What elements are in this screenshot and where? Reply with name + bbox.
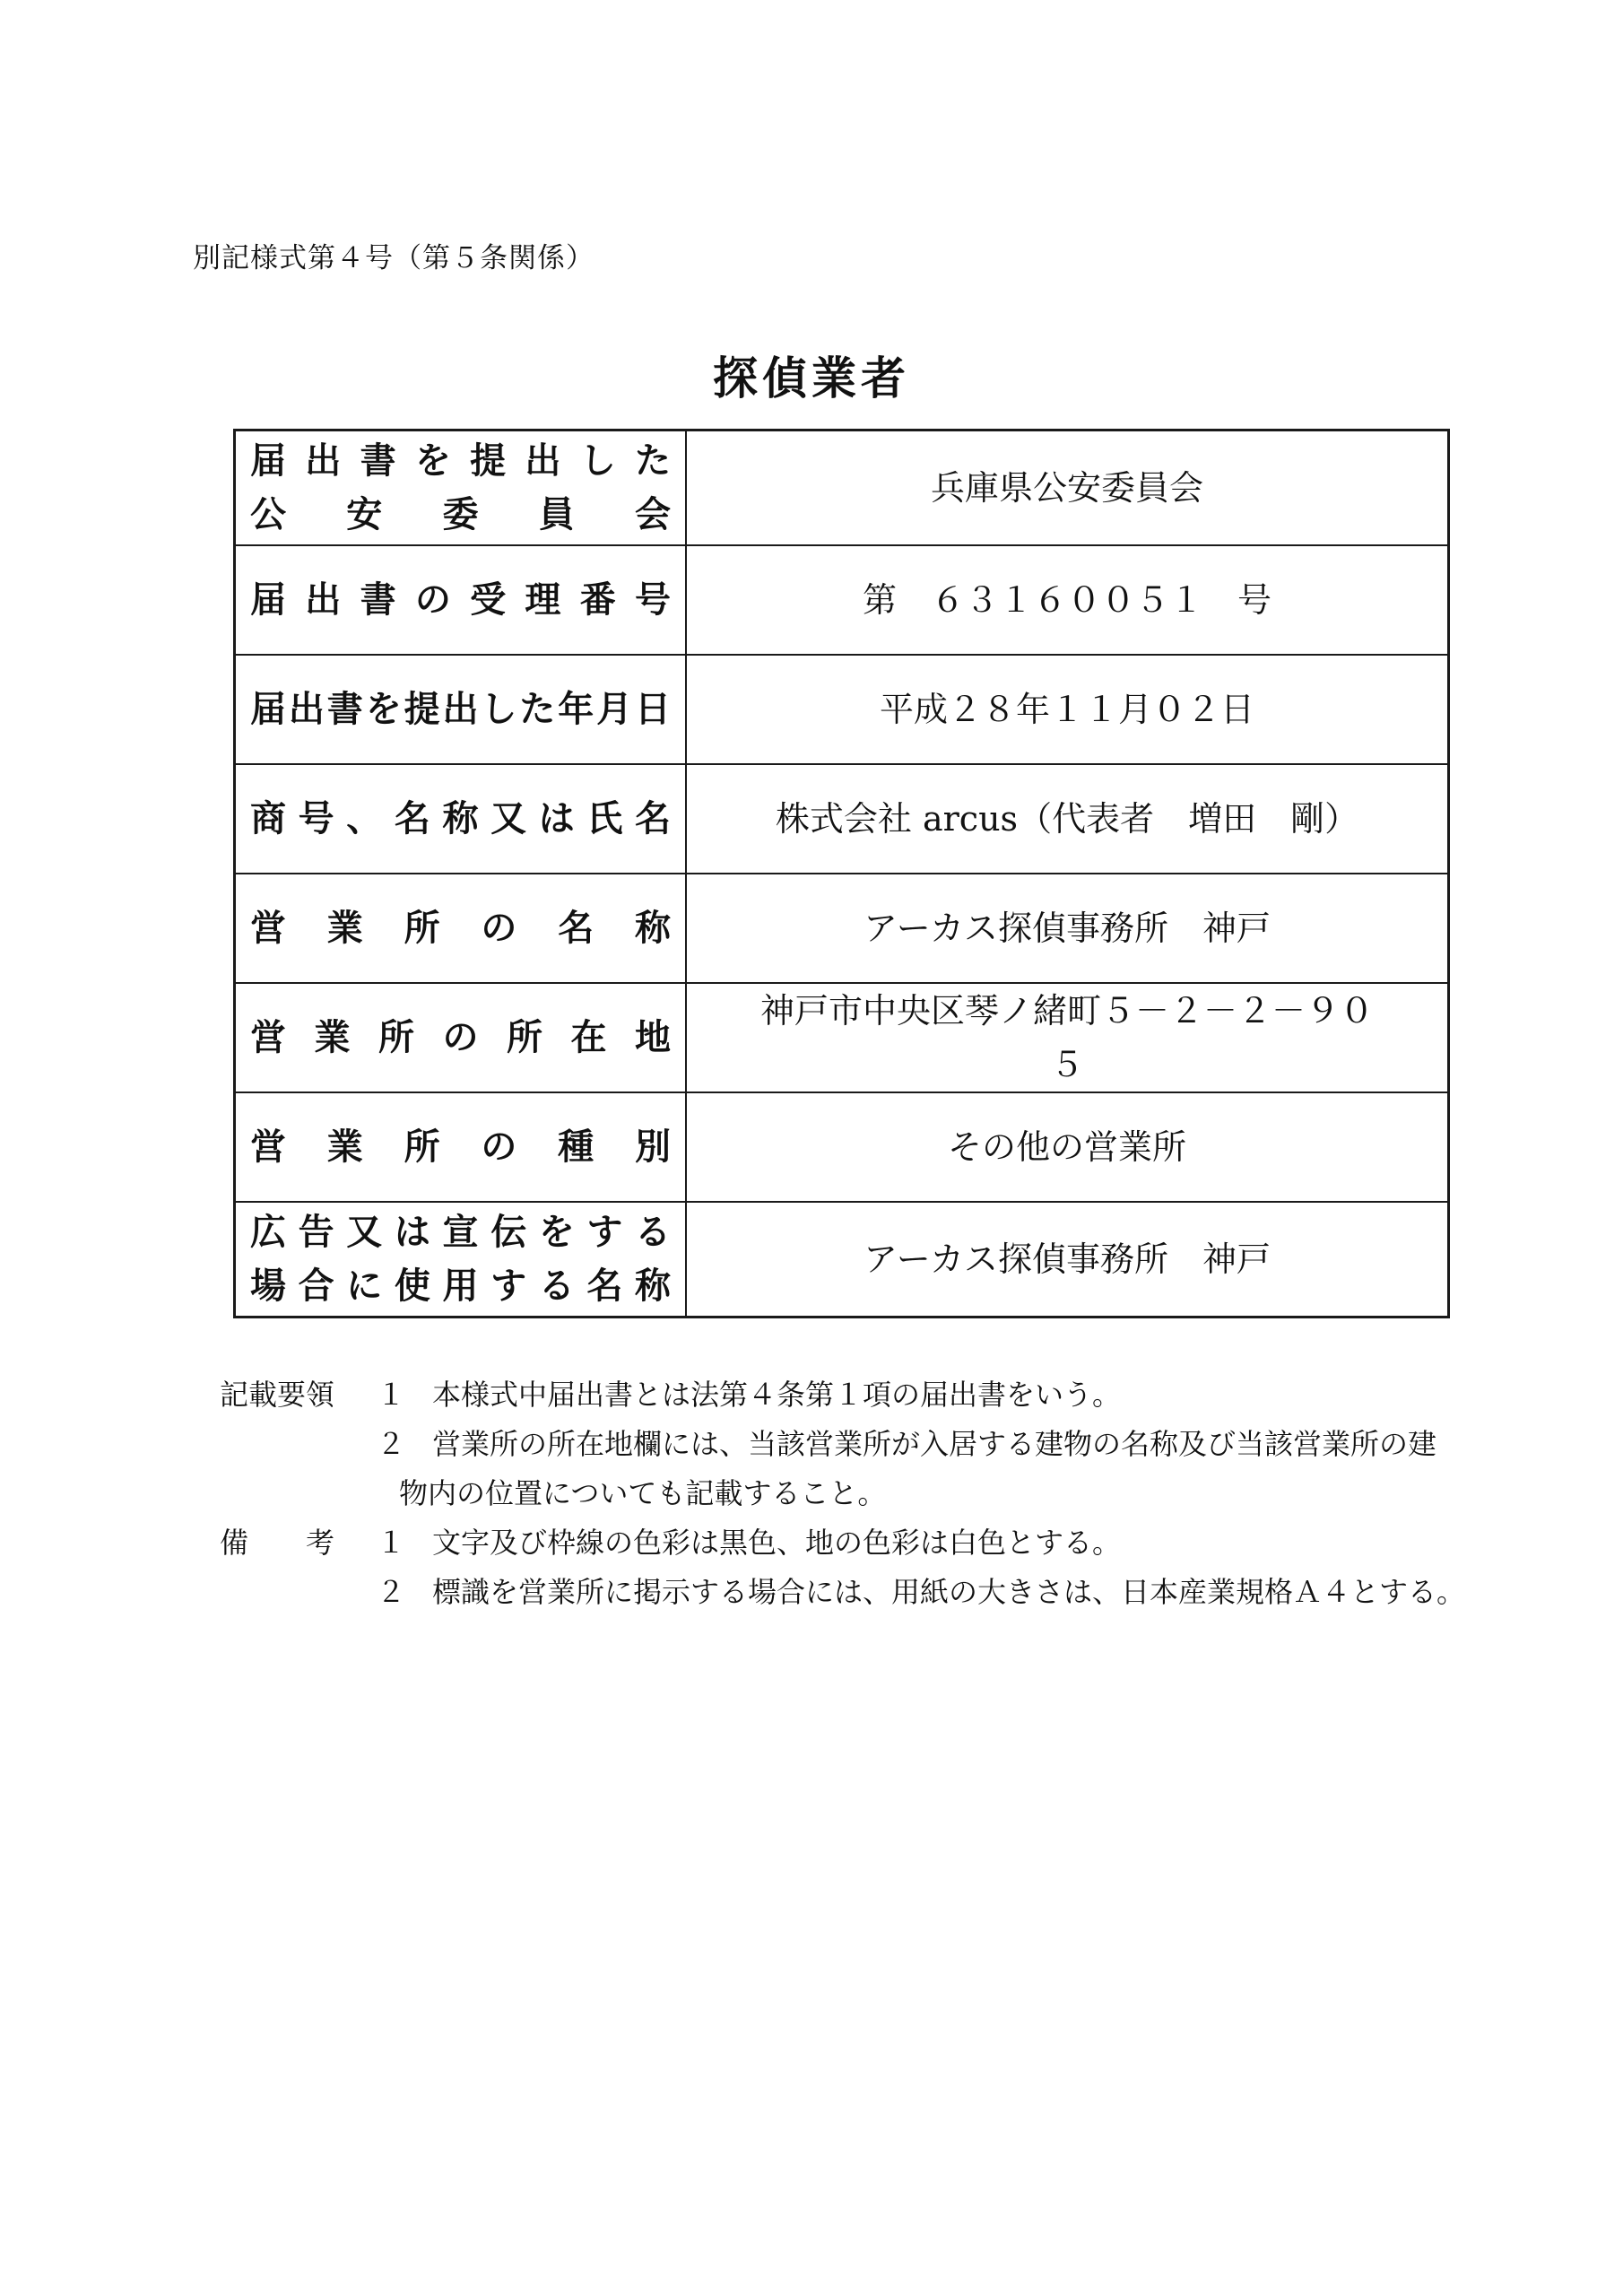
note-heading: 記載要領	[220, 1378, 335, 1412]
value-line: 兵庫県公安委員会	[930, 467, 1203, 508]
note-number: １	[377, 1526, 406, 1560]
label-line: 広告又は宣伝をする	[250, 1212, 671, 1253]
value-line: その他の営業所	[947, 1126, 1186, 1167]
row-label	[236, 1203, 687, 1316]
row-label	[236, 765, 687, 873]
label-line: 商号、名称又は氏名	[250, 798, 671, 839]
table-row-office-address	[236, 982, 1447, 1091]
note-text: 物内の位置についても記載すること。	[399, 1476, 887, 1510]
value-line: 第 ６３１６００５１ 号	[862, 579, 1271, 620]
table-row-public-safety-commission	[236, 431, 1447, 544]
note-number: ２	[377, 1427, 406, 1461]
value-line: アーカス探偵事務所 神戸	[863, 908, 1271, 948]
table-row-submission-date	[236, 654, 1447, 763]
document-title: 探偵業者	[713, 352, 910, 404]
row-label	[236, 656, 687, 763]
row-label	[236, 984, 687, 1091]
label-line: 届出書を提出した年月日	[250, 689, 671, 730]
row-label	[236, 1093, 687, 1201]
table-row-receipt-number	[236, 544, 1447, 654]
value-line: 平成２８年１１月０２日	[879, 689, 1254, 729]
table-row-office-name	[236, 873, 1447, 982]
row-value	[687, 431, 1447, 544]
label-line: 届出書の受理番号	[250, 579, 671, 621]
value-line: 株式会社 arcus（代表者 増田 剛）	[775, 798, 1359, 839]
label-line: 営業所の所在地	[250, 1017, 671, 1058]
note-number: １	[377, 1378, 406, 1412]
label-line: 公安委員会	[250, 494, 671, 535]
label-line: 営業所の名称	[250, 908, 671, 949]
note-line-remarks-1	[220, 1518, 1538, 1568]
row-label	[236, 546, 687, 654]
note-text: 文字及び枠線の色彩は黒色、地の色彩は白色とする。	[432, 1526, 1122, 1560]
row-label	[236, 431, 687, 544]
note-number: ２	[377, 1575, 406, 1609]
value-line: ５	[1049, 1045, 1084, 1084]
value-line: 神戸市中央区琴ノ緒町５－２－２－９０	[759, 990, 1374, 1031]
registration-table	[233, 429, 1450, 1318]
table-row-office-type	[236, 1091, 1447, 1201]
row-value	[687, 1203, 1447, 1316]
note-line-remarks-2	[220, 1568, 1538, 1617]
row-value	[687, 656, 1447, 763]
note-line-guideline-2-continued	[220, 1469, 1538, 1518]
row-value	[687, 874, 1447, 982]
table-row-trade-name	[236, 763, 1447, 873]
row-value	[687, 1093, 1447, 1201]
value-line: アーカス探偵事務所 神戸	[863, 1239, 1271, 1279]
row-label	[236, 874, 687, 982]
note-text: 標識を営業所に掲示する場合には、用紙の大きさは、日本産業規格Ａ４とする。	[432, 1575, 1466, 1609]
note-line-guideline-2	[220, 1420, 1538, 1469]
note-text: 営業所の所在地欄には、当該営業所が入居する建物の名称及び当該営業所の建	[432, 1427, 1437, 1461]
label-line: 場合に使用する名称	[250, 1265, 671, 1307]
note-heading: 備 考	[220, 1526, 335, 1560]
note-text: 本様式中届出書とは法第４条第１項の届出書をいう。	[432, 1378, 1122, 1412]
table-row-advertising-name	[236, 1201, 1447, 1316]
notes-section	[220, 1370, 1538, 1617]
row-value	[687, 546, 1447, 654]
label-line: 営業所の種別	[250, 1126, 671, 1168]
form-reference: 別記様式第４号（第５条関係）	[193, 242, 595, 274]
label-line: 届出書を提出した	[250, 440, 671, 482]
row-value	[687, 765, 1447, 873]
row-value	[687, 984, 1447, 1091]
note-line-guideline-1	[220, 1370, 1538, 1420]
